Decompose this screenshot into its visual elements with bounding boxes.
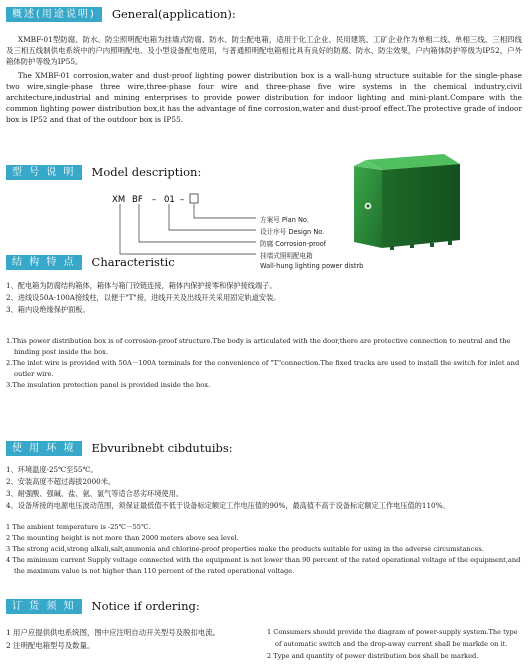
model-part-bf: BF (132, 195, 143, 205)
list-item: 3.The insulation protection panel is provided inside the box. (6, 381, 211, 389)
ordering-columns (6, 626, 522, 662)
section-header-environment (6, 440, 233, 456)
legend-corrosion-proof: 防腐 Corrosion-proof (260, 240, 327, 248)
section-header-characteristic (6, 254, 175, 270)
section-title: Characteristic (91, 255, 175, 269)
distribution-box-illustration (348, 150, 472, 254)
list-item: 2.The inlet wire is provided with 50A－100A terminals for the convenience of "T"connection.The fixed tracks are used to install the switch for inlet and outler wire. (6, 359, 520, 378)
model-part-xm: XM (112, 195, 126, 205)
ordering-cn-list (6, 626, 261, 662)
list-item: 3 The strong acid,strong alkali,salt,ammonia and chlorine-proof properties make the products suitable for using in the adverse circumstances. (6, 545, 484, 553)
legend-wall-hung-cn: 挂墙式照明配电箱 (260, 252, 313, 260)
general-en: The XMBF-01 corrosion,water and dust-proof lighting power distribution box is a wall-hung structure suitable for the single-phase two wire,single-phase three wire,three-phase four wire and three-phase five wire systems in the chemical industry,civil architecture,industrial and mining enterprises to provide power distribution for indoor lighting and mini-plant.Compare with the common lighting power distribution box,it has the advantage of fine corrosion,water and dust-proof effect.The protective grade of indoor box is IP52 and that of the outdoor box is IP55. (6, 70, 522, 125)
section-tag: 型 号 说 明 (6, 165, 82, 180)
characteristic-cn-list (6, 280, 524, 316)
list-item: 2、安装高度不超过海拔2000米。 (6, 477, 116, 486)
model-leader-lines (120, 204, 256, 254)
environment-en-list (6, 522, 524, 577)
list-item: 3、箱内设绝缘保护面板。 (6, 305, 90, 314)
section-tag: 使 用 环 境 (6, 441, 82, 456)
legend-wall-hung-en: Wall-hung lighting power distrb (260, 262, 364, 270)
product-box-image (348, 150, 472, 254)
section-header-general (6, 6, 236, 22)
list-item: 2 The mounting height is not more than 2000 meters above sea level. (6, 534, 239, 542)
model-plan-box (190, 194, 198, 203)
model-part-dash-1: – (152, 195, 157, 205)
section-header-ordering (6, 598, 200, 614)
legend-design-no: 设计序号 Design No. (260, 228, 325, 236)
list-item: 2 注明配电箱型号及数量。 (6, 641, 95, 650)
section-tag: 订 货 须 知 (6, 599, 82, 614)
characteristic-en-list (6, 336, 524, 391)
model-part-01: 01 (164, 195, 175, 205)
list-item: 1、配电箱为防腐结构箱体，箱体与箱门铰链连接，箱体内保护接零和保护接线端子。 (6, 281, 277, 290)
section-title: General(application): (111, 7, 236, 21)
list-item: 1、环境温度-25℃至55℃。 (6, 465, 98, 474)
list-item: 2 Type and quantity of power distribution box shall be marked. (267, 652, 479, 660)
list-item: 4、设备所接的电源电压波动范围，须保证最低值不低于设备标定额定工作电压值的90%，最高值不高于设备标定额定工作电压值的110%。 (6, 501, 450, 510)
general-description (6, 34, 522, 126)
section-title: Ebvuribnebt cibdutuibs: (91, 441, 233, 455)
list-item: 4 The minimum current Supply voltage connected with the equipment is not lower than 90 percent of the rated operational voltage of the equipment,and the maximum value is not higher than 110 percent of the rated operational voltage. (6, 556, 521, 575)
section-tag: 结 构 特 点 (6, 255, 82, 270)
ordering-en-list (261, 626, 522, 662)
model-part-dash-2: – (180, 195, 185, 205)
section-title: Notice if ordering: (91, 599, 200, 613)
list-item: 3、耐强酸、强碱、盐、氨、氯气等适合恶劣环境使用。 (6, 489, 184, 498)
list-item: 1 The ambient temperature is -25℃－55℃. (6, 523, 151, 531)
list-item: 1.This power distribution box is of corrosion-proof structure.The body is articulated with the door,there are protective connection to neutral and the binding post inside the box. (6, 337, 511, 356)
list-item: 1 Consumers should provide the diagram of power-supply system.The type of automatic switch and the drop-away current shall be markde on it. (267, 628, 518, 648)
list-item: 2、进线设50A-100A接线柱，以便于"T"接，进线开关及出线开关采用固定轨道安装。 (6, 293, 281, 302)
section-title: Model description: (91, 165, 202, 179)
list-item: 1 用户应提供供电系统图，图中应注明自动开关型号及脱扣电流。 (6, 628, 220, 637)
section-tag: 概述(用途说明) (6, 7, 102, 22)
environment-cn-list (6, 464, 524, 512)
general-cn: XMBF-01型防腐、防水、防尘照明配电箱为挂墙式防腐、防水、防尘配电箱，适用于化工企业、民用建筑、工矿企业作为单相二线、单相三线、三相四线及三相五线制供电系统中的户内照明配电、及小型设备配电使用，与普通照明配电箱相比具有良好的防腐、防水、防尘效果，户内箱体防护等级为IP52，户外箱体防护等级为IP55。 (6, 35, 522, 67)
section-header-model (6, 164, 201, 180)
legend-plan-no: 方案号 Plan No. (260, 216, 309, 224)
